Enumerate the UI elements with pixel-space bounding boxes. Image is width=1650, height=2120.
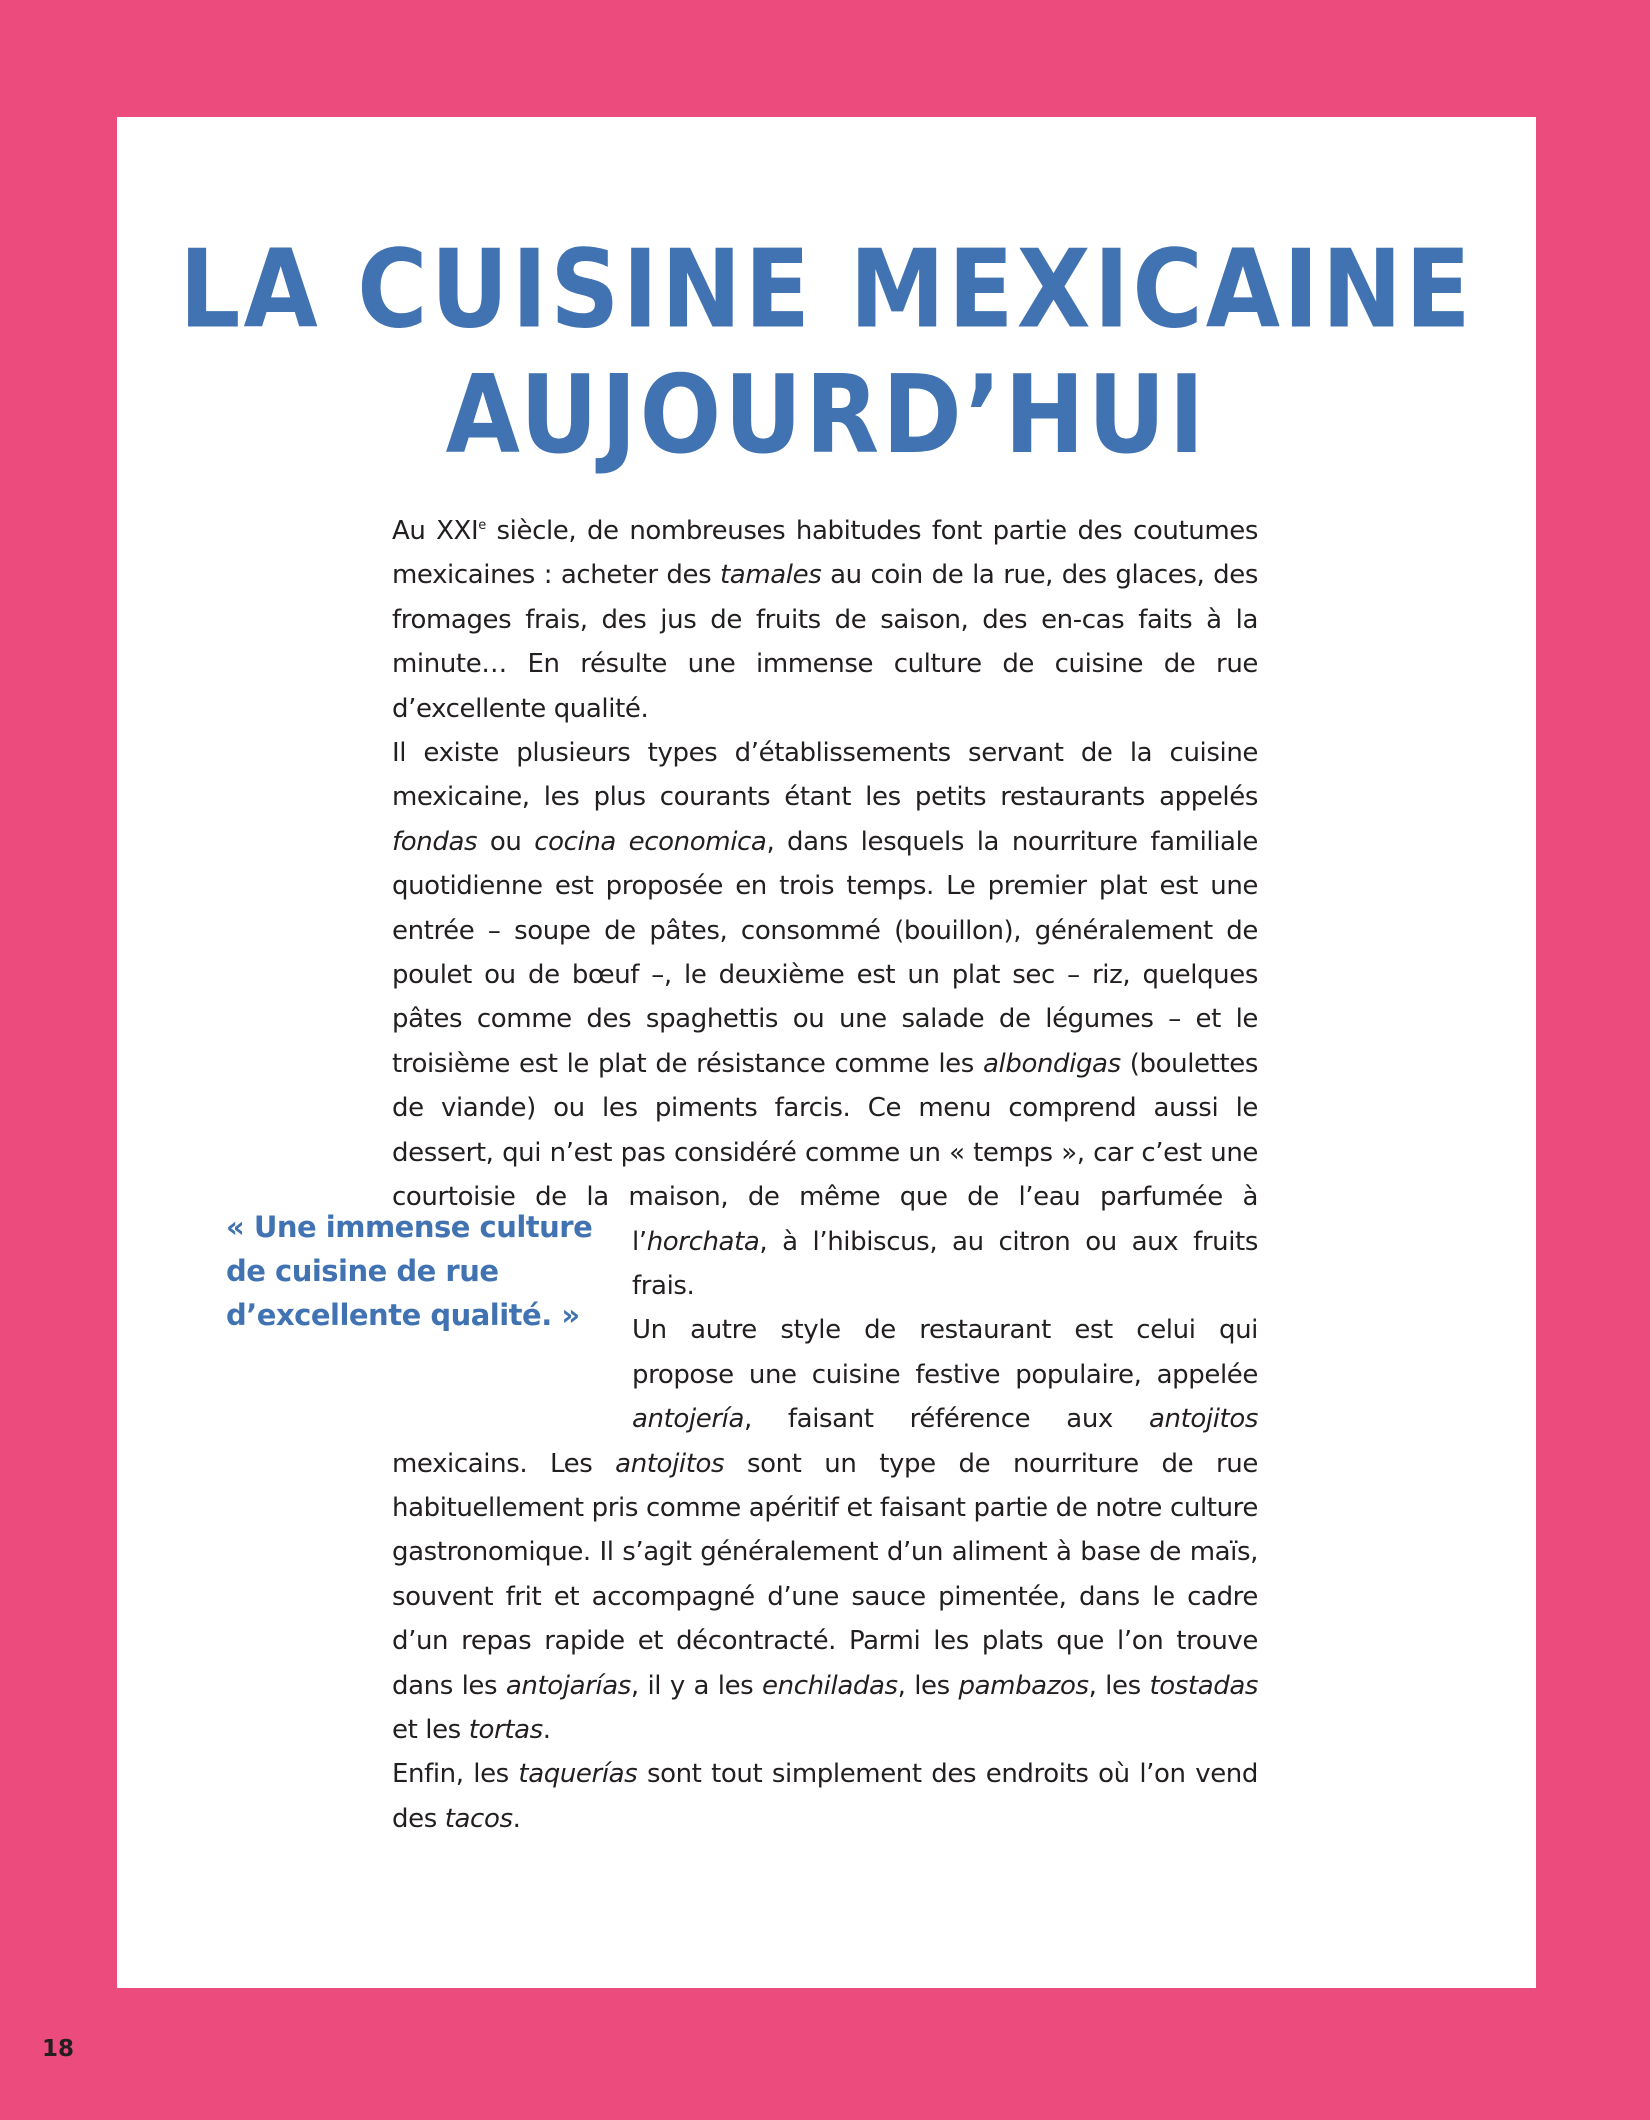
superscript: e bbox=[478, 518, 486, 533]
text-run: Enfin, les bbox=[392, 1759, 519, 1790]
italic-term: antojitos bbox=[1148, 1404, 1258, 1435]
italic-term: taquerías bbox=[518, 1759, 638, 1790]
text-run: , les bbox=[1088, 1670, 1150, 1701]
italic-term: enchiladas bbox=[762, 1670, 898, 1701]
italic-term: antojería bbox=[632, 1404, 744, 1435]
page-title-line-1: LA CUISINE MEXICAINE bbox=[179, 227, 1474, 353]
italic-term: tamales bbox=[720, 560, 822, 591]
text-run: Un autre style de restaurant est celui qui propose une cuisine festive populaire, appelée bbox=[632, 1315, 1258, 1390]
text-run: et les bbox=[392, 1714, 469, 1745]
text-run: mexicains. Les bbox=[392, 1448, 616, 1479]
italic-term: fondas bbox=[392, 826, 478, 857]
body-text bbox=[392, 509, 1258, 1841]
text-run: Il existe plusieurs types d’établissements servant de la cuisine mexicaine, les plus courants étant les petits restaurants appelés bbox=[392, 738, 1258, 813]
text-run: , les bbox=[897, 1670, 959, 1701]
text-run: Au XXI bbox=[392, 516, 479, 546]
text-run: siècle, de nombreuses habitudes font partie des coutumes mexicaines : acheter des bbox=[392, 516, 1258, 591]
text-run: . bbox=[512, 1803, 521, 1834]
italic-term: antojitos bbox=[615, 1448, 725, 1479]
text-run: , dans lesquels la nourriture familiale quotidienne est proposée en trois temps. Le premier plat est une entrée – soupe de pâtes, consommé (bouillon), généralement de poulet ou de bœuf –, le deuxième est un plat sec – riz, quelques pâtes comme des spaghettis ou une salade de légumes – et le troisième est le plat de résistance comme les bbox=[392, 826, 1258, 1079]
text-run: sont un type de nourriture de rue habituellement pris comme apéritif et faisant partie de notre culture gastronomique. Il s’agit généralement d’un aliment à base de maïs, souvent frit et accompagné d’une sauce pimentée, dans le cadre d’un repas rapide et décontracté. Parmi les plats que l’on trouve dans les bbox=[392, 1448, 1258, 1701]
page-title-line-2: AUJOURD’HUI bbox=[445, 352, 1208, 478]
italic-term: tacos bbox=[444, 1803, 513, 1834]
paragraph-2 bbox=[392, 731, 1258, 1308]
pull-quote: « Une immense culture de cuisine de rue d’excellente qualité. » bbox=[226, 1210, 593, 1332]
italic-term: cocina economica bbox=[534, 826, 767, 857]
text-run: sont tout simplement des endroits où l’on vend des bbox=[392, 1759, 1258, 1834]
text-run: . bbox=[542, 1714, 551, 1745]
italic-term: horchata bbox=[646, 1226, 760, 1257]
page-panel bbox=[117, 117, 1536, 1988]
text-run: (boulettes de viande) ou les piments farcis. Ce menu comprend aussi le dessert, qui n’est pas considéré comme un « temps », car c’est une courtoisie de la maison, de même que de l’eau parfumée à l’ bbox=[392, 1048, 1258, 1257]
page-number: 18 bbox=[42, 2036, 75, 2062]
paragraph-1 bbox=[392, 509, 1258, 731]
text-run: ou bbox=[477, 826, 535, 857]
text-run: , à l’hibiscus, au citron ou aux fruits frais. bbox=[632, 1226, 1258, 1301]
italic-term: albondigas bbox=[982, 1048, 1121, 1079]
text-run: , faisant référence aux bbox=[743, 1404, 1149, 1435]
italic-term: antojarías bbox=[505, 1670, 631, 1701]
italic-term: tortas bbox=[468, 1714, 543, 1745]
pull-quote-spacer bbox=[392, 1220, 632, 1442]
paragraph-4 bbox=[392, 1752, 1258, 1841]
text-run: , il y a les bbox=[630, 1670, 763, 1701]
italic-term: tostadas bbox=[1149, 1670, 1259, 1701]
page-title bbox=[117, 227, 1536, 478]
italic-term: pambazos bbox=[958, 1670, 1089, 1701]
text-run: au coin de la rue, des glaces, des fromages frais, des jus de fruits de saison, des en-cas faits à la minute… En résulte une immense culture de cuisine de rue d’excellente qualité. bbox=[392, 560, 1258, 724]
